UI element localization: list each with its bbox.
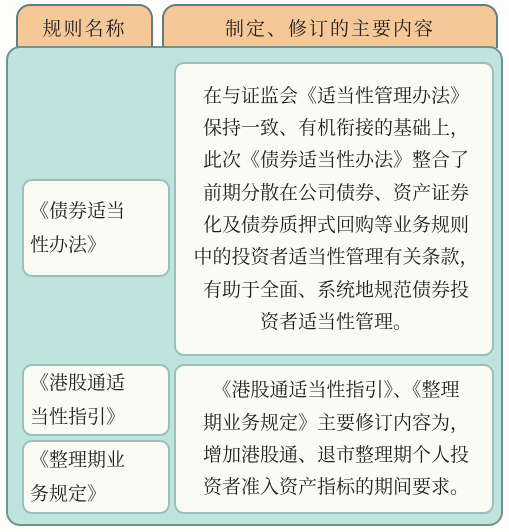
- rule-name-line: 《债券适当: [30, 200, 126, 222]
- content-line: 化及债券质押式回购等业务规则: [202, 214, 469, 236]
- content-line: 保持一致、有机衔接的基础上，: [202, 117, 469, 140]
- header-main-content: [162, 4, 498, 48]
- header-rule-name-label: 规则名称: [42, 17, 127, 40]
- content-line: 增加港股通、退市整理期个人投: [202, 444, 469, 466]
- rule-name-line: 性办法》: [30, 234, 107, 256]
- content-line: 此次《债券适当性办法》整合了: [202, 149, 469, 172]
- content-line: 资者准入资产指标的期间要求。: [202, 476, 469, 499]
- header-rule-name: [16, 4, 153, 48]
- rule-content-hk-connect-delisting: [174, 364, 494, 514]
- rules-table: [6, 46, 503, 526]
- rule-name-line: 当性指引》: [30, 406, 126, 428]
- rule-name-delisting-period: [22, 440, 170, 514]
- rule-content-bond-suitability: [174, 62, 494, 356]
- content-line: 期业务规定》主要修订内容为，: [202, 411, 469, 434]
- content-line: 《港股通适当性指引》、《整理: [212, 379, 460, 402]
- content-line: 资者适当性管理。: [259, 310, 412, 333]
- header-main-content-label: 制定、修订的主要内容: [224, 17, 435, 40]
- rule-name-bond-suitability: [22, 179, 170, 277]
- content-line: 中的投资者适当性管理有关条款，: [193, 246, 479, 269]
- content-line: 前期分散在公司债券、资产证券: [202, 181, 469, 204]
- rule-name-line: 《港股通适: [30, 372, 126, 394]
- rule-name-line: 《整理期业: [30, 449, 126, 471]
- rule-name-hk-connect: [22, 364, 170, 436]
- content-line: 有助于全面、系统地规范债券投: [202, 278, 469, 301]
- rule-name-line: 务规定》: [30, 483, 107, 505]
- content-line: 在与证监会《适当性管理办法》: [202, 84, 469, 107]
